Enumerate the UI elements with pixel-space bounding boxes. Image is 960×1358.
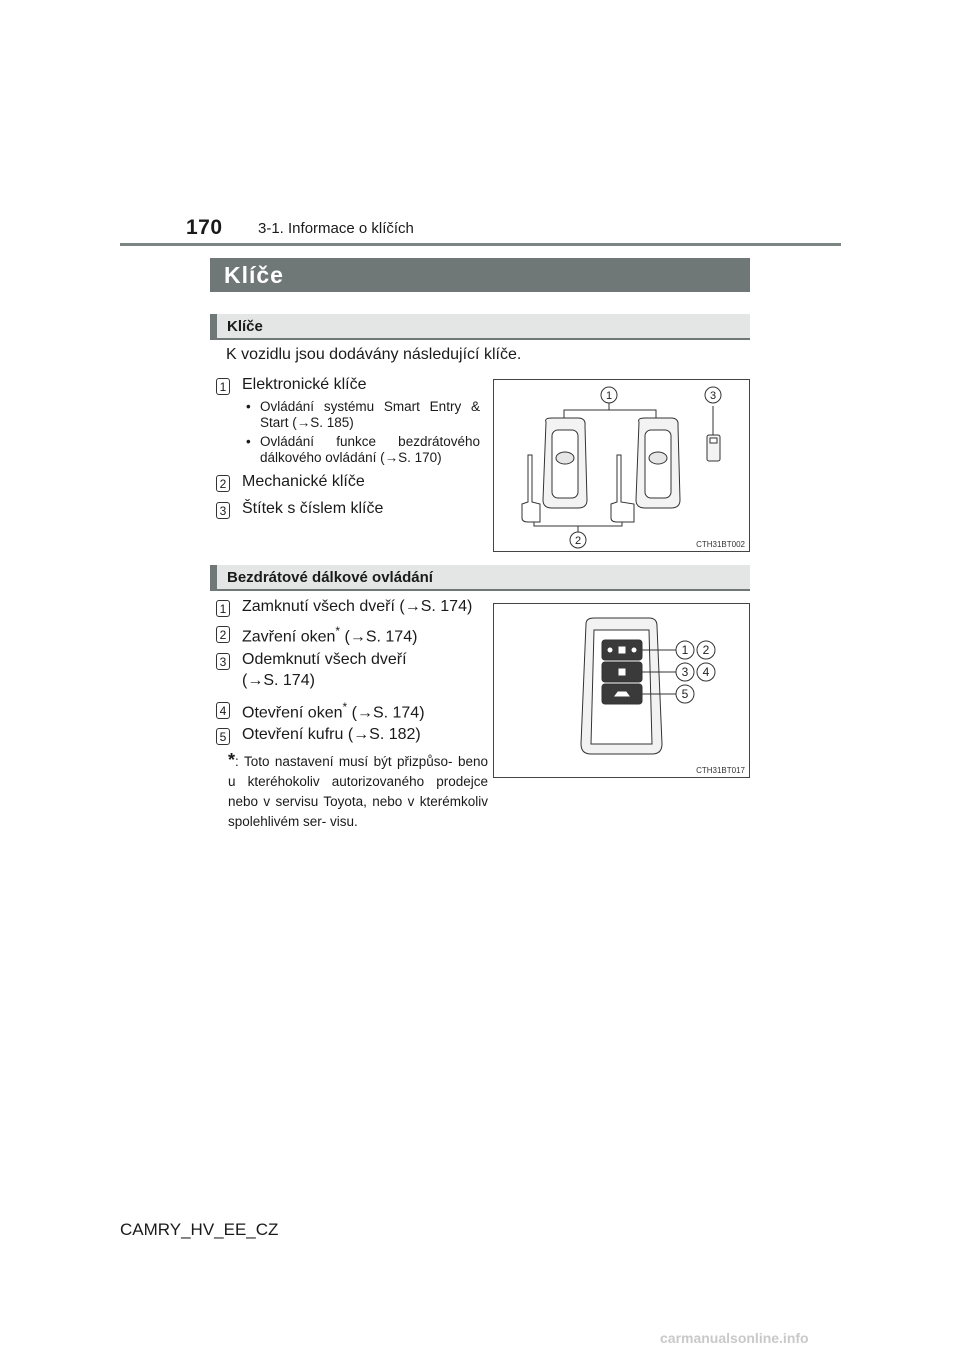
list-item (216, 700, 425, 722)
item-label: Zavření oken (242, 628, 336, 646)
item-number: 4 (216, 702, 230, 719)
asterisk: * (342, 700, 348, 714)
figure-label: 2 (702, 643, 710, 657)
keys-figure (493, 379, 750, 552)
section-heading-keys (210, 314, 750, 340)
intro-text: K vozidlu jsou dodávány následující klíče. (226, 346, 522, 363)
list-item (216, 376, 367, 395)
figure-code: CTH31BT017 (696, 766, 745, 775)
item-number: 2 (216, 626, 230, 643)
item-label: Otevření oken (242, 704, 343, 722)
list-item (216, 624, 417, 646)
remote-figure (493, 603, 750, 778)
figure-label: 3 (681, 665, 689, 679)
item-ref: (→S. 174) (242, 672, 315, 689)
sub-item (246, 434, 480, 466)
page-title-text: Klíče (224, 261, 284, 288)
item-label: Štítek s číslem klíče (242, 500, 384, 517)
figure-label: 1 (681, 643, 689, 657)
section-heading-remote-text: Bezdrátové dálkové ovládání (227, 568, 433, 586)
figure-label: 4 (702, 665, 710, 679)
figure-label: 5 (681, 687, 689, 701)
bullet: • (246, 399, 251, 414)
item-ref: (→S. 174) (340, 628, 418, 646)
item-label: Zamknutí všech dveří (→S. 174) (242, 598, 473, 615)
model-code: CAMRY_HV_EE_CZ (120, 1220, 279, 1239)
keys-illustration (494, 380, 749, 551)
footnote (228, 750, 488, 832)
footnote-text: : Toto nastavení musí být přizpůso- beno u kteréhokoliv autorizovaného prodejce nebo v servisu Toyota, nebo v kterémkoliv spolehlivém ser- visu. (228, 754, 488, 829)
section-heading-remote (210, 565, 750, 591)
section-heading-keys-text: Klíče (227, 317, 263, 335)
footnote-asterisk: * (228, 750, 236, 770)
asterisk: * (335, 624, 341, 638)
item-number: 5 (216, 728, 230, 745)
watermark: carmanualsonline.info (660, 1330, 809, 1346)
figure-label: 1 (605, 390, 613, 402)
list-item (216, 598, 472, 617)
item-number: 1 (216, 600, 230, 617)
item-label: Otevření kufru (→S. 182) (242, 726, 421, 743)
item-number: 3 (216, 502, 230, 519)
figure-code: CTH31BT002 (696, 540, 745, 549)
list-item (216, 473, 365, 492)
sub-item (246, 399, 480, 431)
breadcrumb: 3-1. Informace o klíčích (258, 220, 414, 237)
item-label: Mechanické klíče (242, 473, 365, 490)
figure-label: 3 (709, 390, 717, 402)
sub-item-text: Ovládání systému Smart Entry & Start (→S. 185) (260, 399, 480, 430)
item-number: 1 (216, 378, 230, 395)
page-number: 170 (186, 216, 223, 239)
list-item (216, 726, 421, 745)
list-item (216, 500, 383, 519)
list-item (216, 651, 407, 690)
remote-illustration (494, 604, 749, 777)
item-number: 2 (216, 475, 230, 492)
header-divider (120, 243, 841, 246)
page-title (210, 258, 750, 292)
bullet: • (246, 434, 251, 449)
item-label: Odemknutí všech dveří (242, 651, 407, 668)
item-ref: (→S. 174) (347, 704, 425, 722)
figure-label: 2 (574, 535, 582, 547)
item-number: 3 (216, 653, 230, 670)
sub-item-text: Ovládání funkce bezdrátového dálkového ovládání (→S. 170) (260, 434, 480, 465)
item-label: Elektronické klíče (242, 376, 367, 393)
